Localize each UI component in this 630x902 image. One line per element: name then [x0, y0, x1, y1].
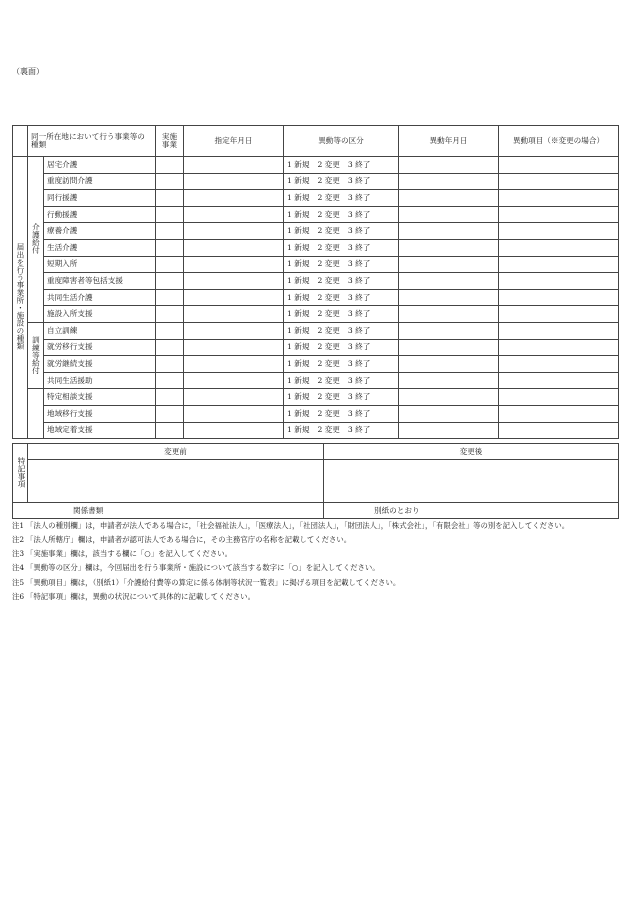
change-date-cell[interactable] — [399, 422, 499, 439]
designated-date-cell[interactable] — [184, 190, 284, 207]
service-name: 自立訓練 — [44, 322, 156, 339]
option-1[interactable]: 1 新規 — [287, 358, 310, 368]
header-change-category: 異動等の区分 — [284, 126, 399, 157]
header-service-type: 同一所在地において行う事業等の種類 — [28, 126, 156, 157]
note-item — [12, 578, 618, 589]
facility-type-table — [12, 125, 619, 439]
option-1[interactable]: 1 新規 — [287, 392, 310, 402]
option-2[interactable]: 2 変更 — [317, 176, 340, 186]
service-name: 療養介護 — [44, 223, 156, 240]
implement-cell[interactable] — [156, 422, 184, 439]
note-text: 「法人の種別欄」は，申請者が法人である場合に，「社会福祉法人」，「医療法人」，「社団法人」，「財団法人」，「株式会社」，「有限会社」等の別を記入してください。 — [26, 521, 570, 530]
service-name: 重度訪問介護 — [44, 173, 156, 190]
page-label: （裏面） — [12, 67, 44, 76]
note-item — [12, 549, 618, 560]
note-text: 「異動項目」欄は，（別紙1）「介護給付費等の算定に係る体制等状況一覧表」に掲げる項目を記載してください。 — [26, 577, 401, 587]
service-row — [13, 372, 619, 389]
change-items-cell[interactable] — [499, 289, 619, 306]
option-1[interactable]: 1 新規 — [287, 193, 310, 202]
change-category-cell[interactable] — [284, 356, 399, 373]
option-2[interactable]: 2 変更 — [317, 375, 340, 385]
option-1[interactable]: 1 新規 — [287, 408, 310, 418]
change-category-cell[interactable] — [284, 405, 399, 422]
option-1[interactable]: 1 新規 — [287, 375, 310, 385]
implement-cell[interactable] — [156, 389, 184, 406]
header-implement: 実施事業 — [156, 126, 184, 157]
change-date-cell[interactable] — [399, 289, 499, 306]
note-number: 注2 — [12, 535, 25, 545]
option-3[interactable]: 3 終了 — [347, 193, 371, 202]
option-2[interactable]: 2 変更 — [317, 209, 340, 219]
change-date-cell[interactable] — [399, 173, 499, 190]
service-row — [13, 405, 619, 422]
change-date-cell[interactable] — [399, 405, 499, 422]
change-items-cell[interactable] — [499, 256, 619, 273]
change-category-cell[interactable] — [284, 206, 399, 223]
change-items-cell[interactable] — [499, 322, 619, 339]
change-items-cell[interactable] — [499, 306, 619, 323]
option-3[interactable]: 3 終了 — [347, 309, 371, 319]
service-name: 同行援護 — [44, 190, 156, 207]
option-3[interactable]: 3 終了 — [347, 392, 371, 402]
change-date-cell[interactable] — [399, 322, 499, 339]
designated-date-cell[interactable] — [184, 422, 284, 439]
change-date-cell[interactable] — [399, 372, 499, 389]
service-row — [13, 422, 619, 439]
option-3[interactable]: 3 終了 — [347, 209, 371, 219]
option-3[interactable]: 3 終了 — [347, 292, 371, 302]
change-items-cell[interactable] — [499, 372, 619, 389]
documents-label — [13, 503, 324, 519]
designated-date-cell[interactable] — [184, 372, 284, 389]
change-date-cell[interactable] — [399, 223, 499, 240]
designated-date-cell[interactable] — [184, 389, 284, 406]
designated-date-cell[interactable] — [184, 173, 284, 190]
designated-date-cell[interactable] — [184, 306, 284, 323]
designated-date-cell[interactable] — [184, 239, 284, 256]
change-category-cell[interactable] — [284, 372, 399, 389]
change-category-cell[interactable] — [284, 306, 399, 323]
service-name: 地域移行支援 — [44, 405, 156, 422]
implement-cell[interactable] — [156, 289, 184, 306]
service-name: 共同生活援助 — [44, 372, 156, 389]
note-text: 「特記事項」欄は，異動の状況について具体的に記載してください。 — [26, 591, 255, 601]
before-header: 変更前 — [28, 444, 324, 460]
option-2[interactable]: 2 変更 — [317, 392, 340, 402]
group-kaigo-label: 介護給付 — [31, 223, 41, 254]
option-2[interactable]: 2 変更 — [317, 408, 340, 418]
change-items-cell[interactable] — [499, 339, 619, 356]
option-1[interactable]: 1 新規 — [287, 425, 310, 435]
service-row — [13, 356, 619, 373]
group-kunren-label: 訓練等給付 — [31, 335, 41, 374]
change-date-cell[interactable] — [399, 239, 499, 256]
option-2[interactable]: 2 変更 — [317, 275, 340, 285]
service-name: 施設入所支援 — [44, 306, 156, 323]
note-item — [12, 563, 618, 574]
change-category-cell[interactable] — [284, 190, 399, 207]
before-field[interactable] — [28, 460, 324, 503]
group-kaigo — [28, 157, 44, 323]
option-3[interactable]: 3 終了 — [347, 408, 371, 418]
implement-cell[interactable] — [156, 322, 184, 339]
note-number: 注5 — [12, 577, 25, 587]
implement-cell[interactable] — [156, 256, 184, 273]
service-name: 重度障害者等包括支援 — [44, 273, 156, 290]
implement-cell[interactable] — [156, 306, 184, 323]
implement-cell[interactable] — [156, 356, 184, 373]
change-items-cell[interactable] — [499, 422, 619, 439]
service-name: 行動援護 — [44, 206, 156, 223]
option-3[interactable]: 3 終了 — [347, 159, 371, 169]
option-1[interactable]: 1 新規 — [287, 259, 310, 269]
designated-date-cell[interactable] — [184, 157, 284, 174]
service-name: 就労継続支援 — [44, 356, 156, 373]
option-1[interactable]: 1 新規 — [287, 176, 310, 186]
change-date-cell[interactable] — [399, 306, 499, 323]
service-row — [13, 289, 619, 306]
designated-date-cell[interactable] — [184, 206, 284, 223]
option-1[interactable]: 1 新規 — [287, 242, 310, 252]
option-3[interactable]: 3 終了 — [347, 325, 371, 335]
implement-cell[interactable] — [156, 273, 184, 290]
header-change-items: 異動項目（※変更の場合） — [499, 126, 619, 157]
designated-date-cell[interactable] — [184, 223, 284, 240]
change-category-cell[interactable] — [284, 256, 399, 273]
group-soudan — [28, 389, 44, 439]
service-row — [13, 190, 619, 207]
outer-label: 届出を行う事業所・施設の種類 — [15, 243, 25, 350]
change-date-cell[interactable] — [399, 389, 499, 406]
change-category-cell[interactable] — [284, 173, 399, 190]
service-row — [13, 273, 619, 290]
service-row — [13, 206, 619, 223]
option-3[interactable]: 3 終了 — [347, 342, 371, 352]
change-date-cell[interactable] — [399, 190, 499, 207]
change-date-cell[interactable] — [399, 339, 499, 356]
outer-label-cell — [13, 157, 28, 439]
note-item — [12, 592, 618, 603]
service-row — [13, 239, 619, 256]
service-row — [13, 256, 619, 273]
designated-date-cell[interactable] — [184, 256, 284, 273]
implement-cell[interactable] — [156, 190, 184, 207]
change-date-cell[interactable] — [399, 356, 499, 373]
implement-cell[interactable] — [156, 405, 184, 422]
option-1[interactable]: 1 新規 — [287, 292, 310, 302]
service-name: 就労移行支援 — [44, 339, 156, 356]
service-name: 短期入所 — [44, 256, 156, 273]
special-label-cell — [13, 444, 28, 503]
change-items-cell[interactable] — [499, 173, 619, 190]
change-date-cell[interactable] — [399, 206, 499, 223]
option-1[interactable]: 1 新規 — [287, 325, 310, 335]
option-3[interactable]: 3 終了 — [347, 358, 371, 368]
option-3[interactable]: 3 終了 — [347, 275, 371, 285]
note-text: 「実施事業」欄は，該当する欄に「○」を記入してください。 — [26, 549, 232, 559]
service-name: 地域定着支援 — [44, 422, 156, 439]
option-2[interactable]: 2 変更 — [317, 342, 340, 352]
service-row — [13, 339, 619, 356]
change-category-cell[interactable] — [284, 289, 399, 306]
service-name: 共同生活介護 — [44, 289, 156, 306]
change-category-cell[interactable] — [284, 322, 399, 339]
change-items-cell[interactable] — [499, 273, 619, 290]
option-2[interactable]: 2 変更 — [317, 159, 340, 169]
change-items-cell[interactable] — [499, 223, 619, 240]
change-date-cell[interactable] — [399, 273, 499, 290]
header-designated-date: 指定年月日 — [184, 126, 284, 157]
service-row — [13, 322, 619, 339]
option-1[interactable]: 1 新規 — [287, 309, 310, 319]
change-items-cell[interactable] — [499, 356, 619, 373]
option-1[interactable]: 1 新規 — [287, 209, 310, 219]
option-2[interactable]: 2 変更 — [317, 309, 340, 319]
designated-date-cell[interactable] — [184, 273, 284, 290]
implement-cell[interactable] — [156, 173, 184, 190]
implement-cell[interactable] — [156, 157, 184, 174]
option-3[interactable]: 3 終了 — [347, 176, 371, 186]
designated-date-cell[interactable] — [184, 322, 284, 339]
service-row — [13, 306, 619, 323]
note-item — [12, 521, 618, 532]
note-number: 注3 — [12, 549, 25, 559]
special-label: 特記事項 — [17, 456, 26, 488]
designated-date-cell[interactable] — [184, 405, 284, 422]
change-category-cell[interactable] — [284, 389, 399, 406]
change-items-cell[interactable] — [499, 206, 619, 223]
service-row — [13, 389, 619, 406]
option-2[interactable]: 2 変更 — [317, 193, 340, 202]
option-1[interactable]: 1 新規 — [287, 275, 310, 285]
service-name: 特定相談支援 — [44, 389, 156, 406]
option-2[interactable]: 2 変更 — [317, 292, 340, 302]
service-row — [13, 157, 619, 174]
option-1[interactable]: 1 新規 — [287, 226, 310, 236]
special-notes-table — [12, 443, 619, 519]
implement-cell[interactable] — [156, 372, 184, 389]
service-name: 居宅介護 — [44, 157, 156, 174]
change-category-cell[interactable] — [284, 157, 399, 174]
note-number: 注1 — [12, 521, 25, 530]
option-3[interactable]: 3 終了 — [347, 425, 371, 435]
change-items-cell[interactable] — [499, 389, 619, 406]
note-number: 注4 — [12, 563, 25, 573]
change-date-cell[interactable] — [399, 256, 499, 273]
option-1[interactable]: 1 新規 — [287, 342, 310, 352]
change-items-cell[interactable] — [499, 405, 619, 422]
implement-cell[interactable] — [156, 206, 184, 223]
implement-cell[interactable] — [156, 339, 184, 356]
option-2[interactable]: 2 変更 — [317, 259, 340, 269]
documents-value: 別紙のとおり — [324, 503, 619, 519]
notes-section — [12, 521, 618, 606]
after-header: 変更後 — [324, 444, 619, 460]
option-2[interactable]: 2 変更 — [317, 325, 340, 335]
implement-cell[interactable] — [156, 223, 184, 240]
implement-cell[interactable] — [156, 239, 184, 256]
documents-label-text: 関係書類 — [73, 506, 104, 515]
option-3[interactable]: 3 終了 — [347, 242, 371, 252]
change-items-cell[interactable] — [499, 190, 619, 207]
change-category-cell[interactable] — [284, 223, 399, 240]
after-field[interactable] — [324, 460, 619, 503]
note-text: 「異動等の区分」欄は，今回届出を行う事業所・施設について該当する数字に「○」を記入してください。 — [26, 563, 380, 573]
service-row — [13, 223, 619, 240]
option-2[interactable]: 2 変更 — [317, 425, 340, 435]
option-3[interactable]: 3 終了 — [347, 375, 371, 385]
change-items-cell[interactable] — [499, 157, 619, 174]
change-items-cell[interactable] — [499, 239, 619, 256]
note-text: 「法人所轄庁」欄は，申請者が認可法人である場合に，その主務官庁の名称を記載してください。 — [26, 535, 352, 545]
option-3[interactable]: 3 終了 — [347, 259, 371, 269]
designated-date-cell[interactable] — [184, 289, 284, 306]
change-category-cell[interactable] — [284, 422, 399, 439]
change-category-cell[interactable] — [284, 273, 399, 290]
service-row — [13, 173, 619, 190]
change-category-cell[interactable] — [284, 339, 399, 356]
option-2[interactable]: 2 変更 — [317, 226, 340, 236]
option-1[interactable]: 1 新規 — [287, 159, 310, 169]
option-2[interactable]: 2 変更 — [317, 242, 340, 252]
option-3[interactable]: 3 終了 — [347, 226, 371, 236]
designated-date-cell[interactable] — [184, 356, 284, 373]
note-number: 注6 — [12, 591, 25, 601]
change-date-cell[interactable] — [399, 157, 499, 174]
change-category-cell[interactable] — [284, 239, 399, 256]
designated-date-cell[interactable] — [184, 339, 284, 356]
header-change-date: 異動年月日 — [399, 126, 499, 157]
service-name: 生活介護 — [44, 239, 156, 256]
option-2[interactable]: 2 変更 — [317, 358, 340, 368]
note-item — [12, 535, 618, 546]
group-kunren — [28, 322, 44, 388]
